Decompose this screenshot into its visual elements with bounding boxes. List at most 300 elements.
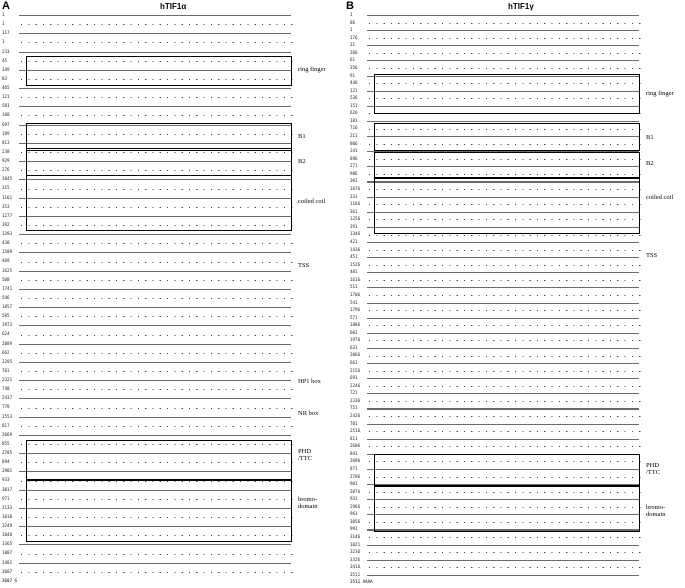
- line-number: 1: [2, 39, 5, 45]
- nucleotide-sequence-row: [367, 257, 639, 258]
- sequence-row: [2, 350, 332, 357]
- panel-b-title: hTIF1γ: [508, 2, 534, 11]
- protein-sequence-row: [369, 401, 641, 402]
- line-number: 1436: [350, 246, 361, 252]
- line-number: 121: [350, 87, 358, 93]
- protein-sequence-row: [369, 310, 641, 311]
- nucleotide-sequence-row: [19, 325, 291, 326]
- line-number: 1886: [350, 322, 361, 328]
- panel-b-label-b2: B2: [646, 160, 654, 167]
- protein-sequence-row: [369, 68, 641, 69]
- line-number: 121: [2, 94, 10, 100]
- protein-sequence-row: [21, 389, 293, 390]
- sequence-row: [350, 534, 680, 541]
- line-number: 1: [350, 27, 353, 33]
- sequence-row: [350, 307, 680, 314]
- panel-b-ring-finger-box: [374, 74, 640, 114]
- protein-sequence-row: [369, 431, 641, 432]
- sequence-row: [350, 549, 680, 556]
- sequence-row: [2, 258, 332, 265]
- line-number: 662: [2, 349, 10, 355]
- panel-b-label-ring-finger: ring finger: [646, 90, 674, 97]
- sequence-row: [2, 268, 332, 275]
- line-number: 356: [350, 64, 358, 70]
- panel-a-label-b1: B1: [298, 133, 306, 140]
- protein-sequence-row: [369, 23, 641, 24]
- panel-a-label-phd: PHD /TTC: [298, 448, 313, 462]
- line-number: 901: [350, 481, 358, 487]
- panel-a-coiled-coil-box: [26, 175, 292, 231]
- sequence-row: [2, 368, 332, 375]
- line-number: 451: [350, 254, 358, 260]
- line-number: 546: [2, 294, 10, 300]
- line-number: 601: [350, 329, 358, 335]
- line-number: 3416: [350, 564, 361, 570]
- panel-b-letter: B: [346, 0, 354, 12]
- panel-b-label-bromo: bromo- domain: [646, 504, 666, 518]
- line-number: 465: [2, 85, 10, 91]
- protein-sequence-row: [21, 353, 293, 354]
- line-number: 3511: [350, 571, 361, 577]
- line-number: 929: [2, 158, 10, 164]
- sequence-row: [2, 404, 332, 411]
- line-number: 1076: [350, 186, 361, 191]
- line-number: 2246: [350, 382, 361, 388]
- panel-a-b1-box: [26, 123, 292, 151]
- sequence-end: 3607 G: [2, 577, 18, 583]
- line-number: 661: [350, 360, 358, 366]
- line-number: 811: [350, 435, 358, 441]
- panel-a-title: hTIF1α: [160, 2, 187, 11]
- line-number: 1393: [2, 231, 13, 237]
- line-number: 31: [350, 42, 356, 48]
- line-number: 1: [2, 21, 5, 27]
- line-number: 266: [350, 49, 358, 55]
- line-number: 2901: [2, 468, 13, 474]
- sequence-row: [2, 277, 332, 284]
- line-number: 3133: [2, 504, 13, 510]
- nucleotide-sequence-row: [367, 15, 639, 16]
- nucleotide-sequence-row: [367, 424, 639, 425]
- line-number: 2336: [350, 397, 361, 403]
- sequence-row: [350, 27, 680, 34]
- panel-a-bromo-box: [26, 480, 292, 542]
- sequence-row: [2, 30, 332, 37]
- sequence-row: [2, 322, 332, 329]
- line-number: 233: [2, 48, 10, 54]
- protein-sequence-row: [369, 552, 641, 553]
- protein-sequence-row: [21, 42, 293, 43]
- sequence-end: 3511 AAAA: [350, 579, 373, 585]
- protein-sequence-row: [369, 265, 641, 266]
- nucleotide-sequence-row: [367, 378, 639, 379]
- sequence-row: [350, 269, 680, 276]
- protein-sequence-row: [21, 426, 293, 427]
- protein-sequence-row: [369, 53, 641, 54]
- sequence-row: [350, 542, 680, 549]
- protein-sequence-row: [21, 97, 293, 98]
- nucleotide-sequence-row: [19, 362, 291, 363]
- line-number: 716: [350, 125, 358, 131]
- line-number: 1256: [350, 216, 361, 222]
- nucleotide-sequence-row: [19, 398, 291, 399]
- panel-a-label-bromo: bromo- domain: [298, 496, 318, 510]
- nucleotide-sequence-row: [19, 344, 291, 345]
- line-number: 541: [350, 299, 358, 305]
- nucleotide-sequence-row: [367, 318, 639, 319]
- panel-a-label-ring-finger: ring finger: [298, 66, 326, 73]
- line-number: 3326: [350, 556, 361, 562]
- sequence-row: [350, 12, 680, 19]
- sequence-row: [2, 39, 332, 46]
- line-number: 1010: [2, 513, 13, 519]
- line-number: 2606: [350, 443, 361, 449]
- line-number: 781: [350, 420, 358, 426]
- sequence-row: [350, 57, 680, 64]
- line-number: 1087: [2, 550, 13, 556]
- line-number: 199: [2, 130, 10, 136]
- sequence-row: [2, 341, 332, 348]
- sequence-row: [350, 277, 680, 284]
- protein-sequence-row: [21, 262, 293, 263]
- protein-sequence-row: [369, 386, 641, 387]
- sequence-row: [350, 239, 680, 246]
- line-number: 624: [2, 331, 10, 337]
- line-number: 160: [2, 112, 10, 118]
- line-number: 391: [350, 223, 358, 229]
- line-number: 1048: [2, 532, 13, 538]
- nucleotide-sequence-row: [367, 333, 639, 334]
- protein-sequence-row: [21, 298, 293, 299]
- protein-sequence-row: [369, 371, 641, 372]
- nucleotide-sequence-row: [19, 417, 291, 418]
- panel-b-coiled-coil-box: [374, 178, 640, 234]
- protein-sequence-row: [21, 371, 293, 372]
- panel-b-bromo-box: [374, 486, 640, 532]
- panel-a-label-coiled-coil: coiled coil: [298, 198, 326, 205]
- line-number: 2876: [350, 488, 361, 494]
- nucleotide-sequence-row: [19, 544, 291, 545]
- nucleotide-sequence-row: [19, 15, 291, 16]
- sequence-row: [2, 231, 332, 238]
- line-number: 271: [350, 163, 358, 169]
- line-number: 1: [350, 12, 353, 17]
- line-number: 3249: [2, 523, 13, 529]
- line-number: 986: [350, 170, 358, 176]
- protein-sequence-row: [369, 38, 641, 39]
- line-number: 86: [350, 19, 356, 25]
- line-number: 1973: [2, 322, 13, 328]
- line-number: 1021: [350, 541, 361, 547]
- line-number: 2156: [350, 367, 361, 373]
- sequence-row: [2, 377, 332, 384]
- sequence-row: [350, 421, 680, 428]
- protein-sequence-row: [21, 280, 293, 281]
- line-number: 3017: [2, 486, 13, 492]
- line-number: 2786: [350, 473, 361, 479]
- line-number: 61: [350, 57, 356, 63]
- sequence-row: [2, 550, 332, 557]
- line-number: 353: [2, 203, 10, 209]
- line-number: 3146: [350, 534, 361, 540]
- line-number: 571: [350, 314, 358, 320]
- protein-sequence-row: [21, 335, 293, 336]
- nucleotide-sequence-row: [367, 439, 639, 440]
- sequence-row: [350, 42, 680, 49]
- protein-sequence-row: [369, 416, 641, 417]
- line-number: 1509: [2, 249, 13, 255]
- protein-sequence-row: [21, 572, 293, 573]
- line-number: 176: [350, 34, 358, 40]
- line-number: 392: [2, 221, 10, 227]
- line-number: 1161: [2, 194, 13, 200]
- nucleotide-sequence-row: [19, 33, 291, 34]
- sequence-row: [350, 315, 680, 322]
- line-number: 1706: [350, 291, 361, 297]
- line-number: 1976: [350, 337, 361, 343]
- panel-a-b2-box: [26, 148, 292, 176]
- line-number: 117: [2, 30, 10, 36]
- sequence-row: [2, 85, 332, 92]
- nucleotide-sequence-row: [367, 545, 639, 546]
- protein-sequence-row: [21, 243, 293, 244]
- sequence-row: [350, 322, 680, 329]
- line-number: 361: [350, 208, 358, 214]
- sequence-row: [2, 331, 332, 338]
- sequence-row: [350, 436, 680, 443]
- nucleotide-sequence-row: [367, 303, 639, 304]
- line-number: 701: [2, 367, 10, 373]
- line-number: 896: [350, 155, 358, 161]
- protein-sequence-row: [369, 295, 641, 296]
- sequence-row: [2, 569, 332, 576]
- sequence-row: [350, 20, 680, 27]
- line-number: 931: [350, 496, 358, 502]
- nucleotide-sequence-row: [367, 560, 639, 561]
- sequence-row: [2, 295, 332, 302]
- panel-a-label-nr-box: NR box: [298, 410, 319, 417]
- line-number: 631: [350, 344, 358, 350]
- nucleotide-sequence-row: [19, 380, 291, 381]
- sequence-row: [2, 395, 332, 402]
- line-number: 421: [350, 238, 358, 244]
- nucleotide-sequence-row: [367, 575, 639, 576]
- nucleotide-sequence-row: [367, 408, 639, 409]
- line-number: 813: [2, 139, 10, 145]
- sequence-row: [2, 432, 332, 439]
- line-number: 855: [2, 440, 10, 446]
- sequence-row: [350, 405, 680, 412]
- line-number: 2066: [350, 352, 361, 358]
- sequence-row: [350, 262, 680, 269]
- sequence-row: [350, 375, 680, 382]
- line-number: 751: [350, 405, 358, 411]
- nucleotide-sequence-row: [367, 348, 639, 349]
- line-number: 961: [350, 511, 358, 517]
- line-number: 2966: [350, 503, 361, 509]
- panel-a-label-hp1-box: HP1 box: [298, 378, 321, 385]
- line-number: 469: [2, 258, 10, 264]
- line-number: 2553: [2, 413, 13, 419]
- protein-sequence-row: [369, 446, 641, 447]
- line-number: 2205: [2, 358, 13, 364]
- nucleotide-sequence-row: [367, 60, 639, 61]
- line-number: 2437: [2, 395, 13, 401]
- line-number: 894: [2, 459, 10, 465]
- sequence-row: [2, 313, 332, 320]
- line-number: 991: [350, 526, 358, 532]
- sequence-row: [350, 390, 680, 397]
- nucleotide-sequence-row: [367, 287, 639, 288]
- line-number: 841: [350, 450, 358, 456]
- line-number: 511: [350, 284, 358, 290]
- protein-sequence-row: [369, 235, 641, 236]
- protein-sequence-row: [369, 280, 641, 281]
- line-number: 1796: [350, 307, 361, 313]
- sequence-row: [350, 330, 680, 337]
- protein-sequence-row: [21, 408, 293, 409]
- line-number: 1616: [350, 276, 361, 282]
- line-number: 45: [2, 57, 8, 63]
- panel-a-label-tss: TSS: [298, 262, 310, 269]
- panel-a-letter: A: [2, 0, 10, 12]
- protein-sequence-row: [369, 567, 641, 568]
- line-number: 536: [350, 95, 358, 101]
- protein-sequence-row: [21, 316, 293, 317]
- sequence-row: [350, 345, 680, 352]
- sequence-row: [2, 286, 332, 293]
- line-number: 91: [350, 72, 356, 78]
- panel-b-label-tss: TSS: [646, 252, 658, 259]
- nucleotide-sequence-row: [367, 363, 639, 364]
- line-number: 3481: [2, 559, 13, 565]
- protein-sequence-row: [369, 356, 641, 357]
- panel-b-b1-box: [374, 123, 640, 151]
- sequence-row: [2, 103, 332, 110]
- sequence-row: [350, 383, 680, 390]
- sequence-row: [350, 398, 680, 405]
- sequence-row: [2, 249, 332, 256]
- line-number: 1741: [2, 285, 13, 291]
- sequence-row: [2, 12, 332, 19]
- line-number: 3607: [2, 568, 13, 574]
- line-number: 585: [2, 313, 10, 319]
- line-number: 1346: [350, 231, 361, 237]
- nucleotide-sequence-row: [19, 271, 291, 272]
- sequence-row: [2, 359, 332, 366]
- line-number: 778: [2, 404, 10, 410]
- sequence-row: [350, 557, 680, 564]
- sequence-row: [350, 337, 680, 344]
- sequence-row: [350, 368, 680, 375]
- panel-b-label-b1: B1: [646, 134, 654, 141]
- sequence-row: [350, 428, 680, 435]
- line-number: 3365: [2, 541, 13, 547]
- line-number: 871: [350, 465, 358, 471]
- line-number: 3236: [350, 549, 361, 555]
- sequence-row: [2, 541, 332, 548]
- nucleotide-sequence-row: [19, 563, 291, 564]
- protein-sequence-row: [21, 24, 293, 25]
- line-number: 697: [2, 121, 10, 127]
- nucleotide-sequence-row: [367, 272, 639, 273]
- line-number: 276: [2, 167, 10, 173]
- nucleotide-sequence-row: [367, 30, 639, 31]
- line-number: 2089: [2, 340, 13, 346]
- sequence-row: [2, 414, 332, 421]
- sequence-row: [350, 254, 680, 261]
- panel-b-label-phd: PHD /TTC: [646, 462, 661, 476]
- sequence-row: [350, 292, 680, 299]
- line-number: 626: [350, 110, 358, 116]
- line-number: 2426: [350, 412, 361, 418]
- line-number: 806: [350, 140, 358, 146]
- sequence-row: [350, 247, 680, 254]
- sequence-row: [2, 21, 332, 28]
- sequence-row: [2, 423, 332, 430]
- sequence-row: [2, 304, 332, 311]
- line-number: 301: [350, 178, 358, 184]
- nucleotide-sequence-row: [19, 289, 291, 290]
- panel-b-label-coiled-coil: coiled coil: [646, 194, 674, 201]
- line-number: 933: [2, 477, 10, 483]
- line-number: 721: [350, 390, 358, 396]
- line-number: 2321: [2, 377, 13, 383]
- sequence-row: [350, 50, 680, 57]
- line-number: 1625: [2, 267, 13, 273]
- line-number: 2696: [350, 458, 361, 464]
- protein-sequence-row: [21, 554, 293, 555]
- line-number: 151: [350, 102, 358, 108]
- sequence-row: [2, 112, 332, 119]
- line-number: 1: [2, 12, 5, 17]
- line-number: 971: [2, 495, 10, 501]
- protein-sequence-row: [369, 325, 641, 326]
- panel-a-label-b2: B2: [298, 158, 306, 165]
- sequence-row: [2, 94, 332, 101]
- sequence-row: [350, 443, 680, 450]
- line-number: 1277: [2, 212, 13, 218]
- panel-b-phd-box: [374, 454, 640, 486]
- line-number: 1045: [2, 176, 13, 182]
- sequence-row: [350, 300, 680, 307]
- line-number: 446: [350, 80, 358, 86]
- nucleotide-sequence-row: [19, 234, 291, 235]
- nucleotide-sequence-row: [367, 45, 639, 46]
- sequence-row: [350, 284, 680, 291]
- line-number: 2785: [2, 450, 13, 456]
- protein-sequence-row: [369, 340, 641, 341]
- line-number: 481: [350, 269, 358, 275]
- line-number: 2669: [2, 431, 13, 437]
- line-number: 691: [350, 375, 358, 381]
- line-number: 430: [2, 240, 10, 246]
- nucleotide-sequence-row: [367, 393, 639, 394]
- sequence-row: [350, 352, 680, 359]
- protein-sequence-row: [369, 537, 641, 538]
- sequence-row: [2, 49, 332, 56]
- line-number: 181: [350, 117, 358, 123]
- panel-a-ring-finger-box: [26, 56, 292, 86]
- line-number: 331: [350, 193, 358, 199]
- sequence-row: [350, 65, 680, 72]
- line-number: 1166: [350, 201, 361, 207]
- sequence-row: [350, 572, 680, 579]
- nucleotide-sequence-row: [19, 106, 291, 107]
- sequence-row: [2, 386, 332, 393]
- sequence-row: [2, 240, 332, 247]
- line-number: 1526: [350, 261, 361, 267]
